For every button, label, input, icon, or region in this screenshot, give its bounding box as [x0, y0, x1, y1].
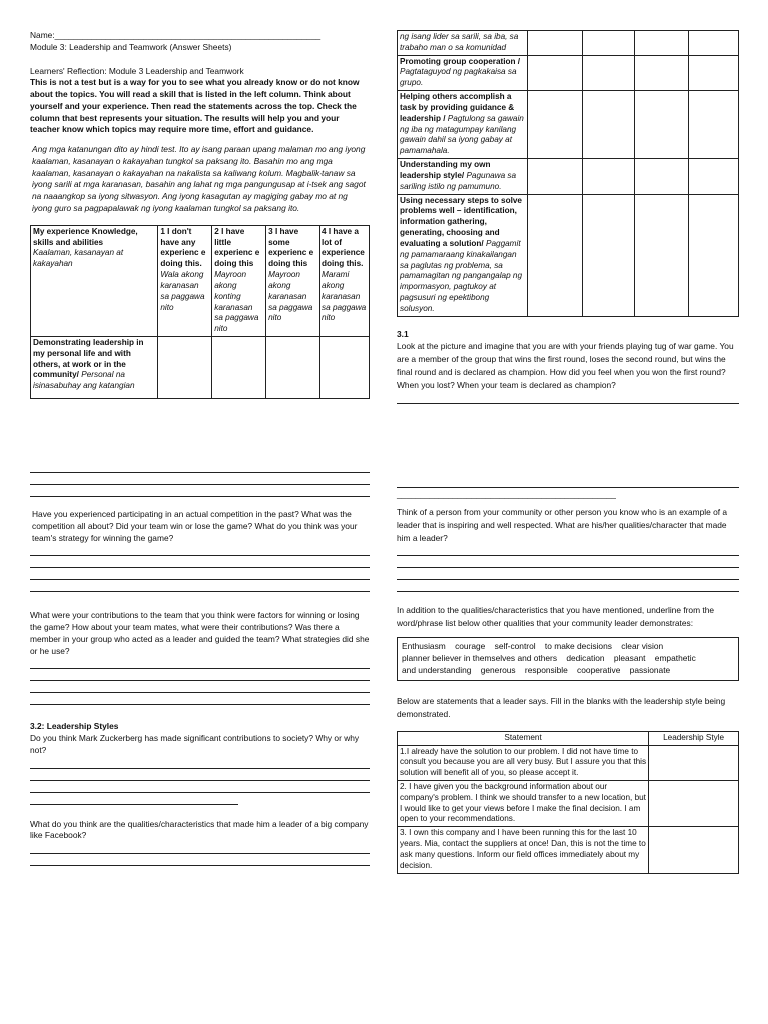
question-contributions: What were your contributions to the team that you think were factors for winning or losing the game? How about your team mates, what were their contributions? Was there a member in your group who acted as a leader and guided the team? What strategies did she or he use?	[30, 610, 370, 656]
table-row	[398, 159, 739, 194]
check-cell[interactable]	[635, 31, 689, 56]
answer-line[interactable]	[30, 693, 370, 705]
statement-cell: 1.I already have the solution to our problem. I did not have time to consult you because you are all very busy. But I assure you that this solution will benefit all of you, so please accept it.	[398, 745, 649, 780]
answer-line[interactable]	[30, 769, 370, 781]
answer-line[interactable]	[30, 854, 370, 866]
statement-cell: 2. I have given you the background information about our company's problem. I think we should transfer to a new location, but I would like to get your views before I make the final decision. I am open to your recommendations.	[398, 780, 649, 826]
leadership-style-table	[397, 731, 739, 874]
header-rating-4	[320, 225, 370, 336]
leadership-style-answer-cell[interactable]	[649, 827, 739, 873]
check-cell[interactable]	[527, 91, 582, 159]
question-underline-qualities: In addition to the qualities/characteristics that you have mentioned, underline from the word/phrase list below other qualities that your community leader demonstrates:	[397, 605, 715, 628]
skill-cell	[398, 31, 528, 56]
header-rating-1	[158, 225, 212, 336]
table-header-row	[398, 731, 739, 745]
table-row	[398, 194, 739, 316]
answer-line[interactable]	[30, 793, 238, 805]
skill-label-fil: Pagtataguyod ng pagkakaisa sa grupo.	[400, 67, 517, 88]
question-fill-leadership-style: Below are statements that a leader says. Fill in the blanks with the leadership style being demonstrated.	[397, 695, 726, 719]
header-rating-1-en: 1 I don't have any experienc e doing this.	[160, 226, 206, 269]
right-column	[397, 30, 739, 874]
leadership-style-answer-cell[interactable]	[649, 745, 739, 780]
answer-line[interactable]	[30, 473, 370, 485]
answer-line[interactable]	[30, 657, 370, 669]
answer-line[interactable]	[30, 781, 370, 793]
skill-label-fil: ng isang lider sa sarili, sa iba, sa trabaho man o sa komunidad	[400, 32, 519, 52]
answer-line[interactable]	[30, 580, 370, 592]
header-rating-3	[266, 225, 320, 336]
check-cell[interactable]	[527, 55, 582, 90]
skill-cell	[31, 337, 158, 399]
check-cell[interactable]	[320, 337, 370, 399]
check-cell[interactable]	[689, 159, 739, 194]
table-row	[398, 31, 739, 56]
check-cell[interactable]	[527, 31, 582, 56]
header-rating-3-en: 3 I have some experienc e doing this	[268, 226, 314, 269]
question-competition: Have you experienced participating in an actual competition in the past? What was the competition all about? Did your team win or lose the game? What do you think was your team's strategy for winning the game?	[32, 509, 358, 543]
skill-label-en: Helping others accomplish a task by providing guidance & leadership /	[400, 92, 515, 123]
check-cell[interactable]	[582, 31, 635, 56]
leadership-style-answer-cell[interactable]	[649, 780, 739, 826]
word-list-line[interactable]: planner believer in themselves and others dedication pleasant empathetic	[402, 653, 696, 664]
header-rating-2-fil: Mayroon akong konting karanasan sa paggawa nito	[214, 270, 259, 334]
answer-line[interactable]	[30, 556, 370, 568]
answer-line[interactable]	[30, 681, 370, 693]
module-title: Module 3: Leadership and Teamwork (Answer Sheets)	[30, 41, 232, 52]
question-community-leader: Think of a person from your community or other person you know who is an example of a leader that is inspiring and well respected. What are his/her qualities/character that made him a leader?	[397, 507, 728, 543]
check-cell[interactable]	[635, 55, 689, 90]
answer-line[interactable]	[397, 580, 739, 592]
word-list-line[interactable]: Enthusiasm courage self-control to make decisions clear vision	[402, 641, 664, 652]
check-cell[interactable]	[635, 194, 689, 316]
table-row	[398, 745, 739, 780]
self-assessment-table	[30, 225, 370, 399]
header-skills-en: My experience Knowledge, skills and abilities	[33, 226, 138, 247]
check-cell[interactable]	[689, 31, 739, 56]
skill-cell	[398, 55, 528, 90]
answer-line[interactable]	[397, 476, 739, 488]
answer-line[interactable]	[30, 669, 370, 681]
header-rating-2	[212, 225, 266, 336]
skill-label-fil: Pagunawa sa sariling istilo ng pamumuno.	[400, 170, 517, 191]
header-rating-4-fil: Marami akong karanasan sa paggawa nito	[322, 270, 367, 323]
answer-line[interactable]	[397, 556, 739, 568]
skill-label-fil: Paggamit ng pamamaraang kinakailangan sa paglutas ng problema, sa pamamagitan ng pangangalap ng impormasyon, pagtukoy at pagsusuri ng epektibong solusyon.	[400, 238, 523, 313]
answer-line[interactable]	[30, 568, 370, 580]
table-header-row	[31, 225, 370, 336]
header-rating-2-en: 2 I have little experienc e doing this	[214, 226, 260, 269]
check-cell[interactable]	[582, 91, 635, 159]
header-rating-4-en: 4 I have a lot of experience doing this.	[322, 226, 365, 269]
reflection-title: Learners' Reflection: Module 3 Leadership and Teamwork	[30, 65, 244, 76]
skill-cell	[398, 91, 528, 159]
skill-label-fil: Personal na isinasabuhay ang katangian	[33, 370, 135, 391]
header-rating-3-fil: Mayroon akong karanasan sa paggawa nito	[268, 270, 313, 323]
check-cell[interactable]	[582, 55, 635, 90]
answer-line[interactable]	[397, 544, 739, 556]
check-cell[interactable]	[266, 337, 320, 399]
reflection-instructions-fil: Ang mga katanungan dito ay hindi test. Ito ay isang paraan upang malaman mo ang iyong kaalaman, kasanayan o kakayahan tungkol sa paksang ito. Basahin mo ang mga kaalaman, kasanayan o kakayahan na nakalista sa kaliwang kolum. Magbalik-tanaw sa iyong sarili at mga karanasan, basahin ang lahat ng mga pangungusap at i-tsek ang sagot na naaangkop sa iyong sitwasyon. Ang iyong kasagutan ay magiging gabay mo at ng iyong guro sa pagpapalawak ng iyong kaalaman tungkol sa paksang ito.	[32, 144, 366, 213]
section-3-1-heading: 3.1	[397, 328, 409, 339]
statement-cell: 3. I own this company and I have been running this for the last 10 years. Mia, contact the suppliers at once! Dan, this is not the time to ask many questions. Inform our field offices immediately about my decision.	[398, 827, 649, 873]
check-cell[interactable]	[582, 194, 635, 316]
skill-label-en: Promoting group cooperation /	[400, 56, 521, 66]
short-answer-line[interactable]: _______________________________________________	[397, 488, 616, 499]
table-row	[398, 55, 739, 90]
question-zuckerberg: Do you think Mark Zuckerberg has made significant contributions to society? Why or why not?	[30, 733, 360, 755]
check-cell[interactable]	[689, 194, 739, 316]
check-cell[interactable]	[689, 91, 739, 159]
skill-cell	[398, 159, 528, 194]
question-qualities: What do you think are the qualities/characteristics that made him a leader of a big company like Facebook?	[30, 818, 369, 841]
tug-of-war-prompt: Look at the picture and imagine that you are with your friends playing tug of war game. You are a member of the group that wins the first round, loses the second round, but wins the final round and is declared as champion. How did you feel when you won the first round? When you lost? When your team is declared as champion?	[397, 341, 734, 390]
answer-line[interactable]	[397, 392, 739, 404]
reflection-instructions-en: This is not a test but is a way for you to see what you already know or do not know about the topics. You will read a skill that is listed in the left column. Think about yourself and your experience. Then read the statements across the top. Check the column that best represents your situation. The results will help you and your teacher know which topics may require more time, effort and guidance.	[30, 77, 360, 135]
qualities-word-list	[397, 637, 739, 680]
header-statement: Statement	[398, 731, 649, 745]
table-row	[398, 780, 739, 826]
check-cell[interactable]	[212, 337, 266, 399]
answer-line[interactable]	[30, 461, 370, 473]
skill-label-en: Understanding my own leadership style/	[400, 160, 491, 180]
check-cell[interactable]	[527, 159, 582, 194]
self-assessment-table-continued	[397, 30, 739, 317]
skill-label-fil: Pagtulong sa gawain ng iba ng matagumpay kanilang gawain dahil sa iyong gabay at pamamahala.	[400, 113, 524, 156]
check-cell[interactable]	[582, 159, 635, 194]
table-row	[398, 827, 739, 873]
header-rating-1-fil: Wala akong karanasan sa paggawa nito	[160, 270, 205, 312]
header-skills-fil: Kaalaman, kasanayan at kakayahan	[33, 248, 124, 269]
header-leadership-style: Leadership Style	[649, 731, 739, 745]
check-cell[interactable]	[635, 159, 689, 194]
skill-label-en: Demonstrating leadership in my personal life and with others, at work or in the community/	[33, 338, 144, 380]
answer-line[interactable]	[30, 842, 370, 854]
table-row	[398, 91, 739, 159]
word-list-line[interactable]: and understanding generous responsible cooperative passionate	[402, 664, 671, 675]
skill-label-en: Using necessary steps to solve problems well – identification, information gathering, generating, choosing and evaluating a solution/	[400, 195, 522, 248]
answer-line[interactable]	[30, 544, 370, 556]
leadership-styles-title: 3.2: Leadership Styles	[30, 721, 119, 732]
check-cell[interactable]	[158, 337, 212, 399]
check-cell[interactable]	[527, 194, 582, 316]
answer-line[interactable]	[397, 568, 739, 580]
skill-cell	[398, 194, 528, 316]
table-row	[31, 337, 370, 399]
check-cell[interactable]	[635, 91, 689, 159]
header-skills	[31, 225, 158, 336]
check-cell[interactable]	[689, 55, 739, 90]
left-column	[30, 30, 370, 866]
answer-line[interactable]	[30, 757, 370, 769]
answer-line[interactable]	[30, 485, 370, 497]
name-field-label[interactable]: Name:_________________________________________________________	[30, 30, 321, 40]
